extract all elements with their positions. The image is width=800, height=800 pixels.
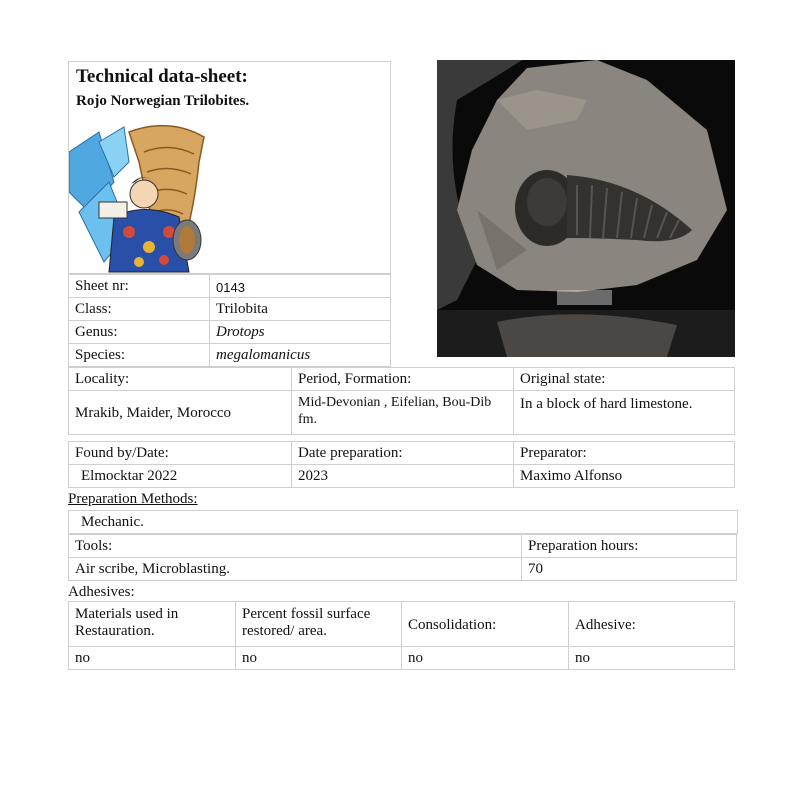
samurai-trilobite-logo [69, 122, 219, 274]
materials-used-label: Materials used in Restauration. [68, 601, 236, 647]
preparation-methods-value: Mechanic. [68, 510, 738, 534]
period-label: Period, Formation: [291, 367, 514, 391]
preparator-value: Maximo Alfonso [513, 464, 735, 488]
locality-label: Locality: [68, 367, 292, 391]
original-state-label: Original state: [513, 367, 735, 391]
consolidation-label: Consolidation: [401, 601, 569, 647]
species-label: Species: [68, 343, 210, 367]
preparation-hours-label: Preparation hours: [521, 534, 737, 558]
sheet-nr-label: Sheet nr: [68, 274, 210, 298]
consolidation-value: no [401, 646, 569, 670]
adhesive-label: Adhesive: [568, 601, 735, 647]
found-by-value: Elmocktar 2022 [68, 464, 292, 488]
found-by-label: Found by/Date: [68, 441, 292, 465]
species-value: megalomanicus [209, 343, 391, 367]
materials-used-value: no [68, 646, 236, 670]
header-box [68, 61, 391, 274]
percent-restored-value: no [235, 646, 402, 670]
original-state-value: In a block of hard limestone. [513, 390, 735, 435]
adhesive-value: no [568, 646, 735, 670]
sheet-nr-value: 0143 [209, 274, 391, 298]
adhesives-label: Adhesives: [68, 584, 135, 600]
sheet-subtitle: Rojo Norwegian Trilobites. [76, 93, 250, 109]
period-value: Mid-Devonian , Eifelian, Bou-Dib fm. [291, 390, 514, 435]
percent-restored-label: Percent fossil surface restored/ area. [235, 601, 402, 647]
genus-label: Genus: [68, 320, 210, 344]
class-value: Trilobita [209, 297, 391, 321]
trilobite-fossil-photo [437, 60, 735, 357]
date-preparation-value: 2023 [291, 464, 514, 488]
genus-value: Drotops [209, 320, 391, 344]
tools-value: Air scribe, Microblasting. [68, 557, 522, 581]
locality-value: Mrakib, Maider, Morocco [68, 390, 292, 435]
preparation-methods-label: Preparation Methods: [68, 491, 198, 507]
preparation-hours-value: 70 [521, 557, 737, 581]
date-preparation-label: Date preparation: [291, 441, 514, 465]
preparator-label: Preparator: [513, 441, 735, 465]
sheet-title: Technical data-sheet: [76, 66, 248, 87]
tools-label: Tools: [68, 534, 522, 558]
class-label: Class: [68, 297, 210, 321]
